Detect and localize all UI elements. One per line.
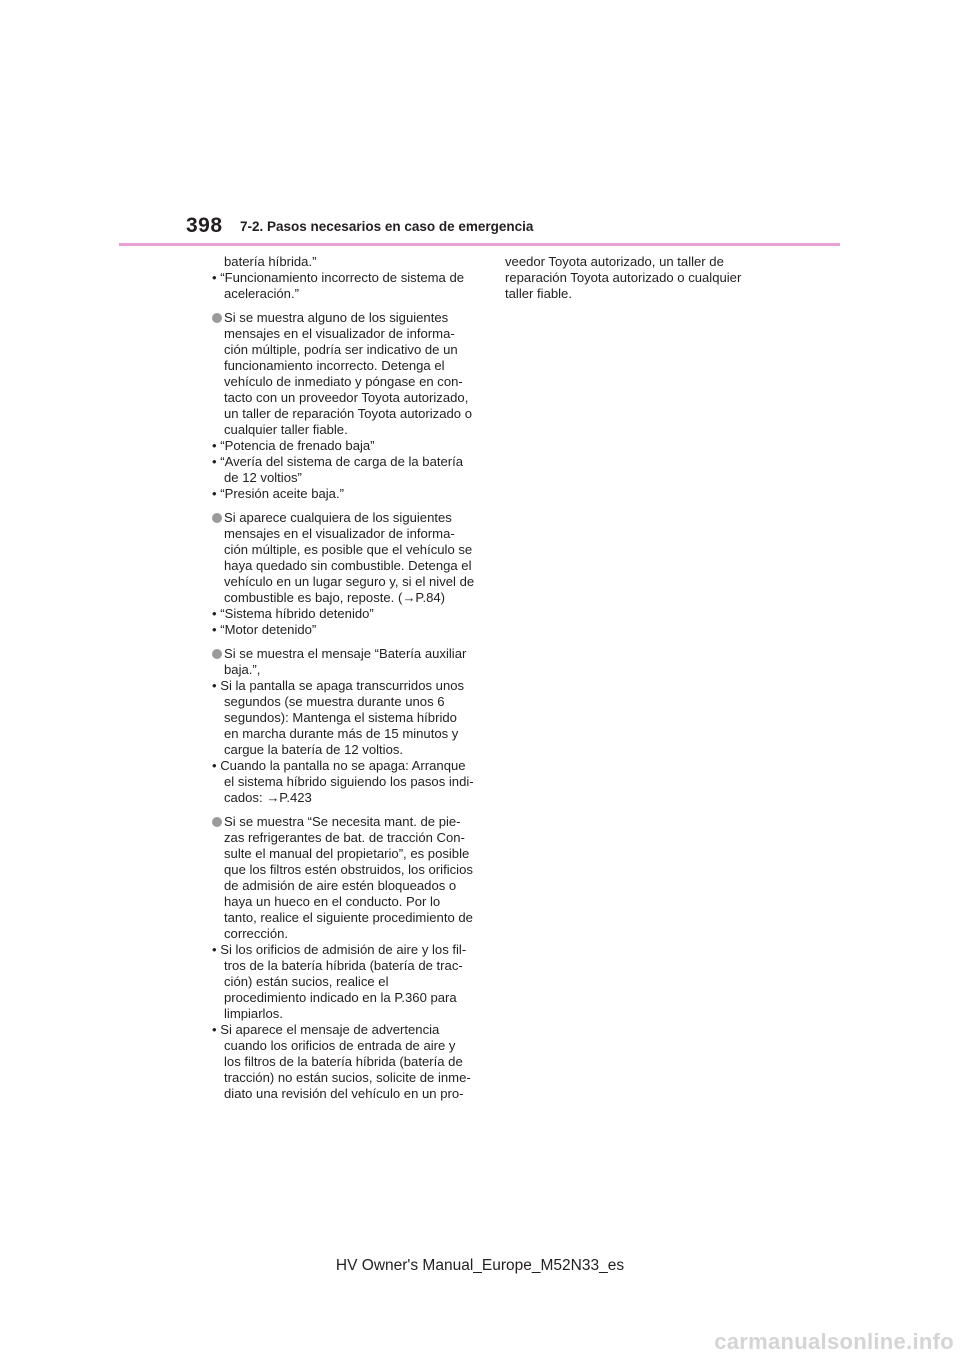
text-line: haya un hueco en el conducto. Por lo bbox=[224, 894, 441, 909]
circle-bullet-item bbox=[212, 814, 482, 830]
text-line: de 12 voltios” bbox=[224, 470, 302, 485]
text-line: segundos (se muestra durante unos 6 bbox=[224, 694, 445, 709]
text-line: procedimiento indicado en la P.360 para bbox=[224, 990, 457, 1005]
text-line: veedor Toyota autorizado, un taller de bbox=[505, 254, 724, 269]
text-line: de admisión de aire estén bloqueados o bbox=[224, 878, 457, 893]
text-line: diato una revisión del vehículo en un pro- bbox=[224, 1086, 464, 1101]
circle-bullet-icon bbox=[212, 817, 222, 827]
text-line: haya quedado sin combustible. Detenga el bbox=[224, 558, 472, 573]
text-line: Si aparece cualquiera de los siguientes bbox=[224, 510, 452, 525]
header-rule bbox=[119, 243, 840, 246]
text-line: sulte el manual del propietario”, es posible bbox=[224, 846, 470, 861]
page-reference: cados: →P.423 bbox=[224, 790, 312, 805]
bullet-item: • “Presión aceite baja.” bbox=[212, 486, 344, 501]
page-reference: combustible es bajo, reposte. (→P.84) bbox=[224, 590, 446, 605]
text-line: mensajes en el visualizador de informa- bbox=[224, 526, 455, 541]
text-line: tanto, realice el siguiente procedimiento de bbox=[224, 910, 473, 925]
bullet-item: • “Avería del sistema de carga de la batería bbox=[212, 454, 464, 469]
text-line: cualquier taller fiable. bbox=[224, 422, 348, 437]
left-column bbox=[212, 254, 482, 1102]
text-line: Si se muestra el mensaje “Batería auxiliar bbox=[224, 646, 467, 661]
circle-bullet-item bbox=[212, 510, 482, 526]
text-line: los filtros de la batería híbrida (batería de bbox=[224, 1054, 463, 1069]
circle-bullet-icon bbox=[212, 513, 222, 523]
page-number: 398 bbox=[186, 214, 223, 237]
text-line: aceleración.” bbox=[224, 286, 299, 301]
bullet-item: • Si aparece el mensaje de advertencia bbox=[212, 1022, 440, 1037]
text-line: funcionamiento incorrecto. Detenga el bbox=[224, 358, 445, 373]
text-line: corrección. bbox=[224, 926, 289, 941]
text-line: mensajes en el visualizador de informa- bbox=[224, 326, 455, 341]
text-line: reparación Toyota autorizado o cualquier bbox=[505, 270, 742, 285]
text-line: cargue la batería de 12 voltios. bbox=[224, 742, 404, 757]
text-line: vehículo en un lugar seguro y, si el nivel de bbox=[224, 574, 475, 589]
text-line: tracción) no están sucios, solicite de inme- bbox=[224, 1070, 471, 1085]
text-line: limpiarlos. bbox=[224, 1006, 283, 1021]
text-line: tros de la batería híbrida (batería de trac- bbox=[224, 958, 463, 973]
text-line: que los filtros estén obstruidos, los orificios bbox=[224, 862, 473, 877]
footer-manual-id: HV Owner's Manual_Europe_M52N33_es bbox=[335, 1257, 625, 1274]
bullet-item: • “Potencia de frenado baja” bbox=[212, 438, 375, 453]
text-line: Si se muestra alguno de los siguientes bbox=[224, 310, 449, 325]
text-line: Si se muestra “Se necesita mant. de pie- bbox=[224, 814, 461, 829]
text-line: en marcha durante más de 15 minutos y bbox=[224, 726, 459, 741]
watermark: carmanualsonline.info bbox=[714, 1329, 954, 1354]
text-line: un taller de reparación Toyota autorizado o bbox=[224, 406, 472, 421]
circle-bullet-item bbox=[212, 310, 482, 326]
circle-bullet-item bbox=[212, 646, 482, 662]
text-line: ción múltiple, es posible que el vehículo se bbox=[224, 542, 473, 557]
text-line: ción) están sucios, realice el bbox=[224, 974, 389, 989]
bullet-item: • Si la pantalla se apaga transcurridos unos bbox=[212, 678, 465, 693]
text-line: vehículo de inmediato y póngase en con- bbox=[224, 374, 463, 389]
text-line: zas refrigerantes de bat. de tracción Con- bbox=[224, 830, 465, 845]
bullet-item: • “Motor detenido” bbox=[212, 622, 317, 637]
text-line: segundos): Mantenga el sistema híbrido bbox=[224, 710, 457, 725]
bullet-item: • “Sistema híbrido detenido” bbox=[212, 606, 374, 621]
text-line: taller fiable. bbox=[505, 286, 572, 301]
bullet-item: • Cuando la pantalla no se apaga: Arranque bbox=[212, 758, 466, 773]
text-line: batería híbrida.” bbox=[224, 254, 317, 269]
text-line: cuando los orificios de entrada de aire y bbox=[224, 1038, 456, 1053]
text-line: ción múltiple, podría ser indicativo de un bbox=[224, 342, 458, 357]
bullet-item bbox=[212, 270, 482, 286]
text-line: baja.”, bbox=[224, 662, 261, 677]
circle-bullet-icon bbox=[212, 313, 222, 323]
circle-bullet-icon bbox=[212, 649, 222, 659]
section-title: 7-2. Pasos necesarios en caso de emergencia bbox=[240, 219, 534, 234]
bullet-item: • Si los orificios de admisión de aire y los fil- bbox=[212, 942, 467, 957]
text-line: tacto con un proveedor Toyota autorizado, bbox=[224, 390, 469, 405]
right-column bbox=[505, 254, 775, 302]
text-line: • “Funcionamiento incorrecto de sistema de bbox=[212, 270, 465, 285]
text-line: el sistema híbrido siguiendo los pasos indi- bbox=[224, 774, 474, 789]
